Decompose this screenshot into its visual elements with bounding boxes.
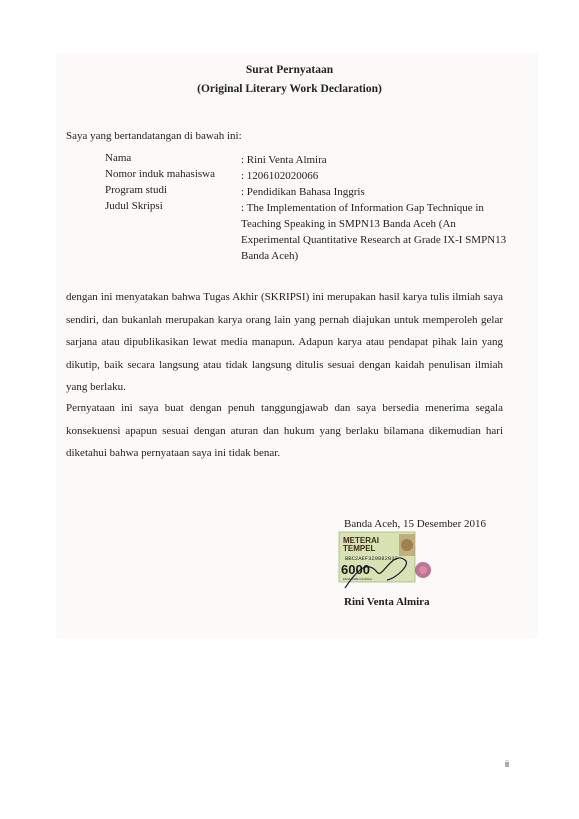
- page-number: ii: [505, 759, 509, 769]
- declaration-paragraph: dengan ini menyatakan bahwa Tugas Akhir (SKRIPSI) ini merupakan hasil karya tulis ilmiah saya sendiri, dan bukanlah merupakan karya orang lain yang pernah diajukan untuk memperoleh gelar sarjana atau dipublikasikan lewat media manapun. Adapun karya atau pendapat pihak lain yang dikutip, baik secara langsung atau tidak langsung ditulis sesuai dengan kaidah penulisan ilmiah yang berlaku.: [66, 291, 503, 393]
- field-label-thesis: Judul Skripsi: [105, 200, 163, 212]
- field-label-nim: Nomor induk mahasiswa: [105, 168, 215, 180]
- field-value-nim: : 1206102020066: [241, 170, 319, 182]
- field-value-name: : Rini Venta Almira: [241, 154, 327, 166]
- field-label-program: Program studi: [105, 184, 168, 196]
- stamp-caption: ENAM RIBU RUPIAH: [343, 577, 372, 581]
- meterai-stamp: [337, 530, 432, 590]
- place-date: Banda Aceh, 15 Desember 2016: [344, 518, 487, 530]
- intro-text: Saya yang bertandatangan di bawah ini:: [66, 130, 242, 142]
- field-label-name: Nama: [105, 152, 132, 164]
- field-value-thesis: : The Implementation of Information Gap Technique in Teaching Speaking in SMPN13 Banda Aceh (An Experimental Quantitative Research at Grade IX-I SMPN13 Banda Aceh): [241, 202, 507, 262]
- signer-name: Rini Venta Almira: [344, 596, 430, 608]
- stamp-amount: 6000: [341, 562, 370, 577]
- stamp-label-1: METERAI: [343, 536, 379, 545]
- stamp-label-2: TEMPEL: [343, 544, 376, 553]
- field-value-program: : Pendidikan Bahasa Inggris: [241, 186, 365, 198]
- document-subtitle: (Original Literary Work Declaration): [197, 83, 382, 95]
- stamp-serial: BBC2AEF329882932: [345, 555, 398, 562]
- responsibility-paragraph: Pernyataan ini saya buat dengan penuh tanggungjawab dan saya bersedia menerima segala konsekuensi apapun sesuai dengan aturan dan hukum yang berlaku bilamana dikemudian hari diketahui bahwa pernyataan saya ini tidak benar.: [66, 402, 503, 459]
- document-title: Surat Pernyataan: [245, 64, 334, 76]
